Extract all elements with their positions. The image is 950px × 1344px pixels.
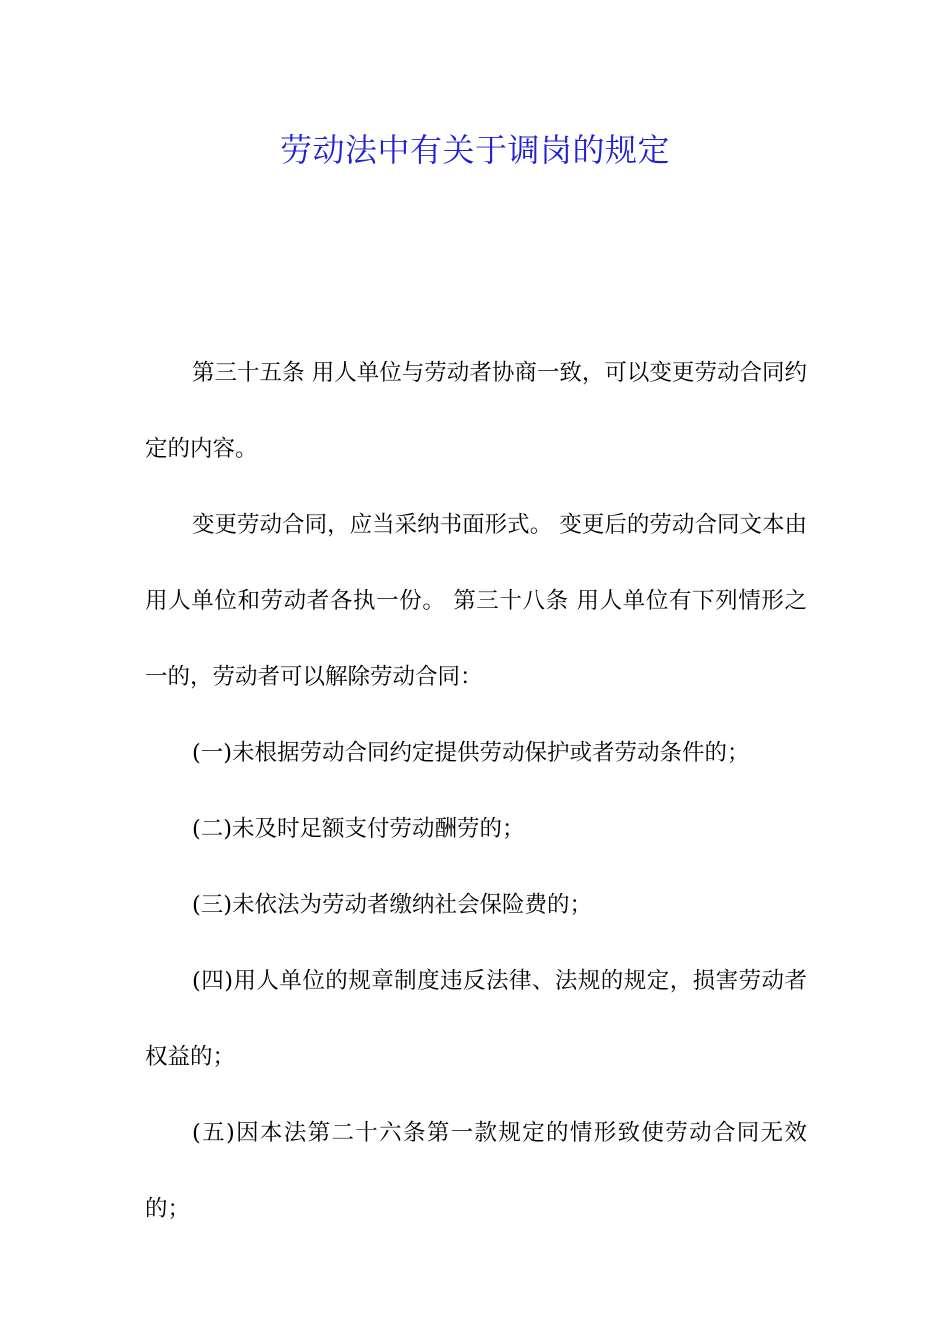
paragraph-item-3: (三)未依法为劳动者缴纳社会保险费的； [192,892,593,918]
paragraph-change-contract: 变更劳动合同，应当采纳书面形式。 变更后的劳动合同文本由用人单位和劳动者各执一份。 第三十八条 用人单位有下列情形之一的，劳动者可以解除劳动合同： [145,512,807,690]
paragraph-item-5: (五)因本法第二十六条第一款规定的情形致使劳动合同无效的； [145,1120,807,1222]
paragraph-item-2: (二)未及时足额支付劳动酬劳的； [192,816,525,842]
paragraph-article-35: 第三十五条 用人单位与劳动者协商一致，可以变更劳动合同约定的内容。 [145,360,807,462]
document-body [145,335,807,1247]
paragraph-item-4: (四)用人单位的规章制度违反法律、法规的规定，损害劳动者权益的； [145,968,807,1070]
paragraph-item-1: (一)未根据劳动合同约定提供劳动保护或者劳动条件的； [192,740,750,766]
document-title: 劳动法中有关于调岗的规定 [279,131,670,169]
